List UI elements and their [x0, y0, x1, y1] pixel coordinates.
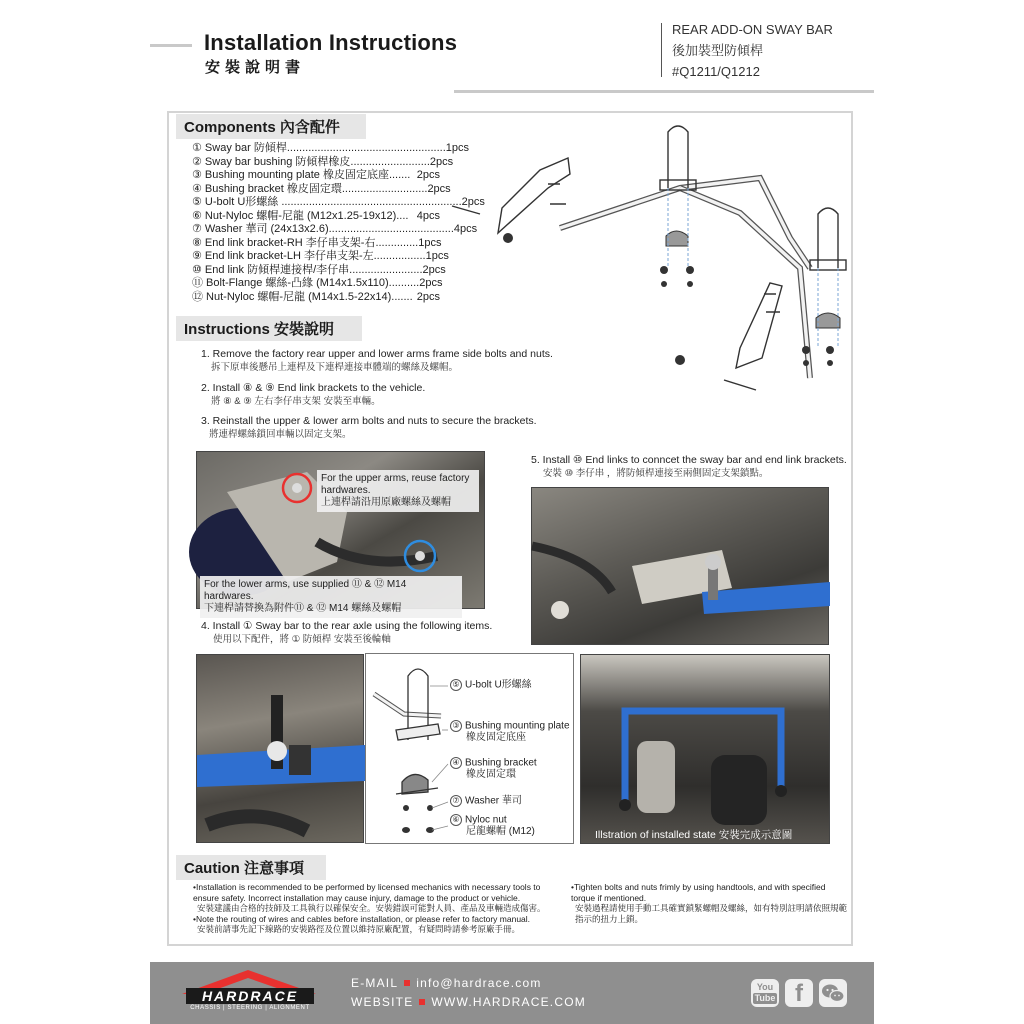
- installed-photo-art: [581, 655, 831, 845]
- component-item: ⑧ End link bracket-RH 李仔串支架-右.............. 1pcs: [192, 236, 442, 249]
- website-line: WEBSITE WWW.HARDRACE.COM: [351, 995, 586, 1009]
- email-line: E-MAIL info@hardrace.com: [351, 976, 542, 990]
- instructions-heading: Instructions 安裝說明: [176, 316, 362, 341]
- lower-arm-note: For the lower arms, use supplied ⑪ & ⑫ M14 hardwares. 下連桿請替換為附件⑪ & ⑫ M14 螺絲及螺帽: [200, 576, 462, 618]
- part-number: #Q1211/Q1212: [672, 64, 760, 79]
- component-item: ⑨ End link bracket-LH 李仔串支架-左................. 1pcs: [192, 250, 449, 262]
- brand-tagline: CHASSIS | STEERING | ALIGNMENT: [190, 1005, 310, 1011]
- step-5: 5. Install ⑩ End links to conncet the sway bar and end link brackets. 安裝 ⑩ 李仔串 ，將防傾桿連接至兩側固定支架鎖點。: [531, 454, 847, 479]
- wechat-glyph: [819, 979, 847, 1007]
- component-item: ⑥ Nut-Nyloc 螺帽-尼龍 (M12x1.25-19x12).... 4pcs: [192, 209, 440, 222]
- end-link-photo: [531, 487, 829, 645]
- email-link[interactable]: info@hardrace.com: [416, 976, 542, 990]
- email-bullet: [404, 980, 410, 986]
- callout-mounting-plate: ③ Bushing mounting plate 橡皮固定底座: [450, 720, 570, 743]
- component-item: ⑦ Washer 華司 (24x13x2.6)......................................... 4pcs: [192, 223, 478, 235]
- component-item: ⑪ Bolt-Flange 螺絲-凸緣 (M14x1.5x110).......... 2pcs: [192, 277, 443, 289]
- components-list: [192, 142, 485, 304]
- callout-washer: ⑦ Washer 華司: [450, 795, 522, 807]
- callout-u-bolt: ⑤ U-bolt U形螺絲: [450, 679, 532, 691]
- components-heading: Components 內含配件: [176, 114, 366, 139]
- component-item: ⑩ End link 防傾桿連接桿/李仔串........................ 2pcs: [192, 263, 446, 276]
- header-divider: [661, 23, 662, 77]
- bracket-install-photo: [196, 451, 485, 614]
- installed-state-label: Illstration of installed state 安裝完成示意圖: [595, 829, 793, 841]
- component-item: ⑫ Nut-Nyloc 螺帽-尼龍 (M14x1.5-22x14)....... 2pcs: [192, 290, 440, 303]
- caution-right: •Tighten bolts and nuts frimly by using handtools, and with specified torque if mentioned. 安裝過程請使用手動工具確實鎖緊螺帽及螺絲，如有特別註明請依照規範指示的扭力上鎖。: [571, 882, 848, 924]
- step-3: 3. Reinstall the upper & lower arm bolts and nuts to secure the brackets. 將連桿螺絲鎖回車輛以固定支架。: [201, 415, 537, 440]
- step-4: 4. Install ① Sway bar to the rear axle using the following items. 使用以下配件，將 ① 防傾桿 安裝至後輪軸: [201, 620, 493, 645]
- bushing-diagram: [365, 653, 574, 844]
- website-link[interactable]: WWW.HARDRACE.COM: [431, 995, 586, 1009]
- youtube-icon[interactable]: You Tube: [751, 979, 779, 1007]
- caution-heading: Caution 注意事項: [176, 855, 326, 880]
- product-name-zh: 後加裝型防傾桿: [672, 43, 764, 58]
- step-2: 2. Install ⑧ & ⑨ End link brackets to the vehicle. 將 ⑧ & ⑨ 左右李仔串支架 安裝至車輛。: [201, 382, 426, 407]
- installed-state-photo: [580, 654, 830, 844]
- component-item: ⑤ U-bolt U形螺絲 ........................................................... 2pcs: [192, 196, 485, 208]
- end-link-photo-art: [532, 488, 830, 646]
- component-item: ④ Bushing bracket 橡皮固定環............................ 2pcs: [192, 182, 451, 195]
- upper-arm-note: For the upper arms, reuse factory hardwares. 上連桿請沿用原廠螺絲及螺帽: [317, 470, 479, 512]
- product-name: REAR ADD-ON SWAY BAR: [672, 22, 833, 37]
- axle-photo-art: [197, 655, 365, 844]
- page-title-zh: 安裝說明書: [205, 59, 306, 76]
- callout-nyloc-nut: ⑥ Nyloc nut 尼龍螺帽 (M12): [450, 814, 535, 837]
- header-rule-left: [150, 44, 192, 47]
- component-item: ② Sway bar bushing 防傾桿橡皮.......................... 2pcs: [192, 155, 454, 168]
- header-rule-right: [454, 90, 874, 93]
- component-item: ① Sway bar 防傾桿.................................................... 1pcs: [192, 142, 469, 154]
- page-title: Installation Instructions: [204, 30, 458, 55]
- axle-photo: [196, 654, 364, 843]
- component-item: ③ Bushing mounting plate 橡皮固定底座....... 2pcs: [192, 169, 440, 181]
- website-bullet: [419, 999, 425, 1005]
- facebook-icon[interactable]: f: [785, 979, 813, 1007]
- brand-logo: HARDRACE: [186, 988, 314, 1004]
- callout-bushing-bracket: ④ Bushing bracket 橡皮固定環: [450, 757, 537, 780]
- caution-left: •Installation is recommended to be performed by licensed mechanics with necessary tools to ensure safety. Incorrect installation may cause injury, damage to the product or vehicle. 安裝建議由合格的技師及工具執行以確保安全。安裝錯誤可能對人員、產品及車輛造成傷害。 •Note the routing of wires and cables before installation, or please refer to factory manual. 安裝前請事先記下線路的安裝路徑及位置以維持原廠配置，有疑問時請參考原廠手冊。: [193, 882, 546, 934]
- wechat-icon[interactable]: [819, 979, 847, 1007]
- step-1: 1. Remove the factory rear upper and lower arms frame side bolts and nuts. 拆下原車後懸吊上連桿及下連桿連接車體端的螺絲及螺帽。: [201, 348, 553, 373]
